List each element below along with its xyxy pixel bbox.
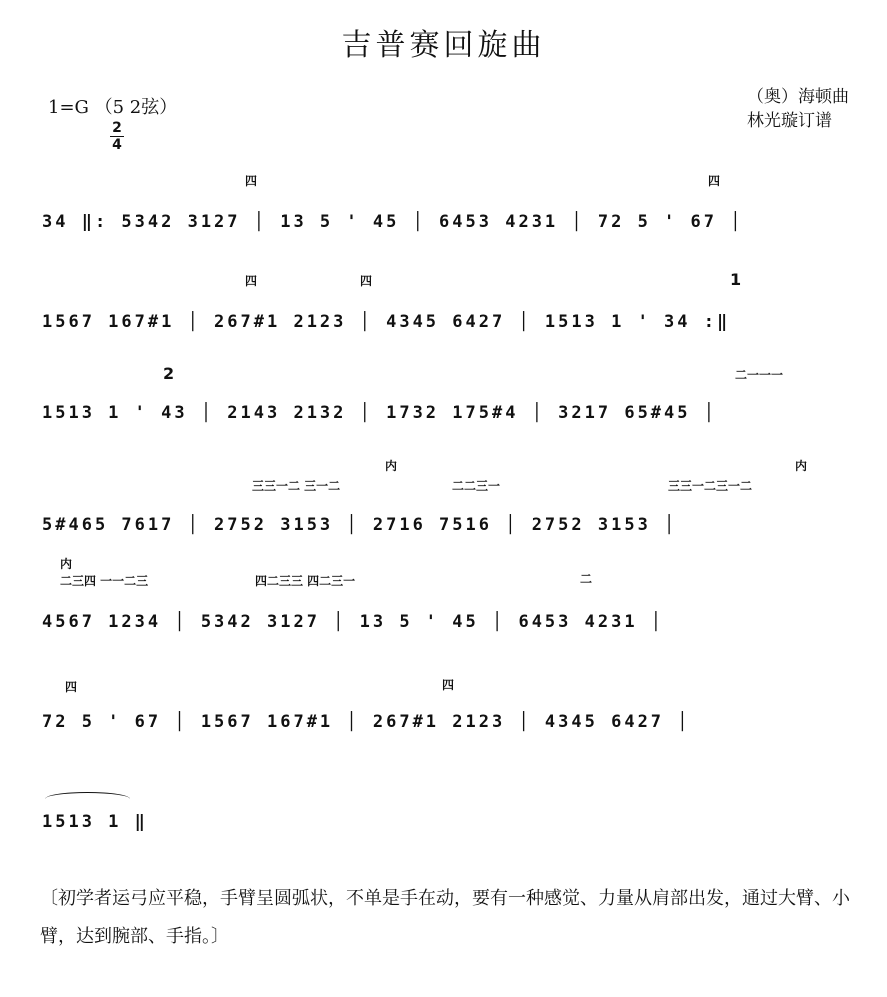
string-mark: 二三四 一一二三 <box>60 574 149 588</box>
inner-mark: 内 <box>385 459 398 473</box>
finger-mark: 四 <box>360 274 373 288</box>
score-line-5: 4567 1234 │ 5342 3127 │ 13 5 ' 45 │ 6453 4231 │ <box>42 612 665 632</box>
score-line-2: 1567 167#1 │ 267#1 2123 │ 4345 6427 │ 1513 1 ' 34 :‖ <box>42 312 731 332</box>
performance-note: 〔初学者运弓应平稳，手臂呈圆弧状，不单是手在动，要有一种感觉、力量从肩部出发，通过大臂、小臂，达到腕部、手指。〕 <box>40 888 850 947</box>
score-line-4: 5#465 7617 │ 2752 3153 │ 2716 7516 │ 2752 3153 │ <box>42 515 678 535</box>
meter-bottom: 4 <box>110 136 124 153</box>
composer: （奥）海顿曲 <box>747 87 849 107</box>
slur <box>45 792 130 799</box>
score-line-1: 34 ‖: 5342 3127 │ 13 5 ' 45 │ 6453 4231 │ 72 5 ' 67 │ <box>42 212 744 232</box>
finger-mark: 四 <box>708 174 721 188</box>
finger-mark: 四 <box>65 680 78 694</box>
string-mark: 四二三三 四二三一 <box>255 574 356 588</box>
score-line-3: 1513 1 ' 43 │ 2143 2132 │ 1732 175#4 │ 3217 65#45 │ <box>42 403 717 423</box>
inner-mark: 内 <box>60 557 73 571</box>
page-title: 吉普赛回旋曲 <box>341 28 546 63</box>
credits <box>747 85 849 133</box>
finger-mark: 四 <box>442 678 455 692</box>
meter-top: 2 <box>112 120 122 136</box>
score-line-6: 72 5 ' 67 │ 1567 167#1 │ 267#1 2123 │ 4345 6427 │ <box>42 712 691 732</box>
score-line-7: 1513 1 ‖ <box>42 812 148 832</box>
finger-mark: 四 <box>245 174 258 188</box>
inner-mark: 内 <box>795 459 808 473</box>
volta-1: 1 <box>730 270 742 289</box>
key-signature: 1=G （5 2弦） <box>48 97 178 118</box>
time-signature <box>110 120 124 153</box>
string-mark: 二二三一 <box>452 479 501 493</box>
string-mark: 三三一二三一二 <box>668 479 753 493</box>
string-mark: 二 <box>580 572 593 586</box>
arranger: 林光璇订谱 <box>747 111 832 131</box>
string-mark: 三三一二 三一二 <box>252 479 341 493</box>
finger-mark: 四 <box>245 274 258 288</box>
volta-2: 2 <box>163 364 175 383</box>
string-mark: 二一一一 <box>735 368 784 382</box>
